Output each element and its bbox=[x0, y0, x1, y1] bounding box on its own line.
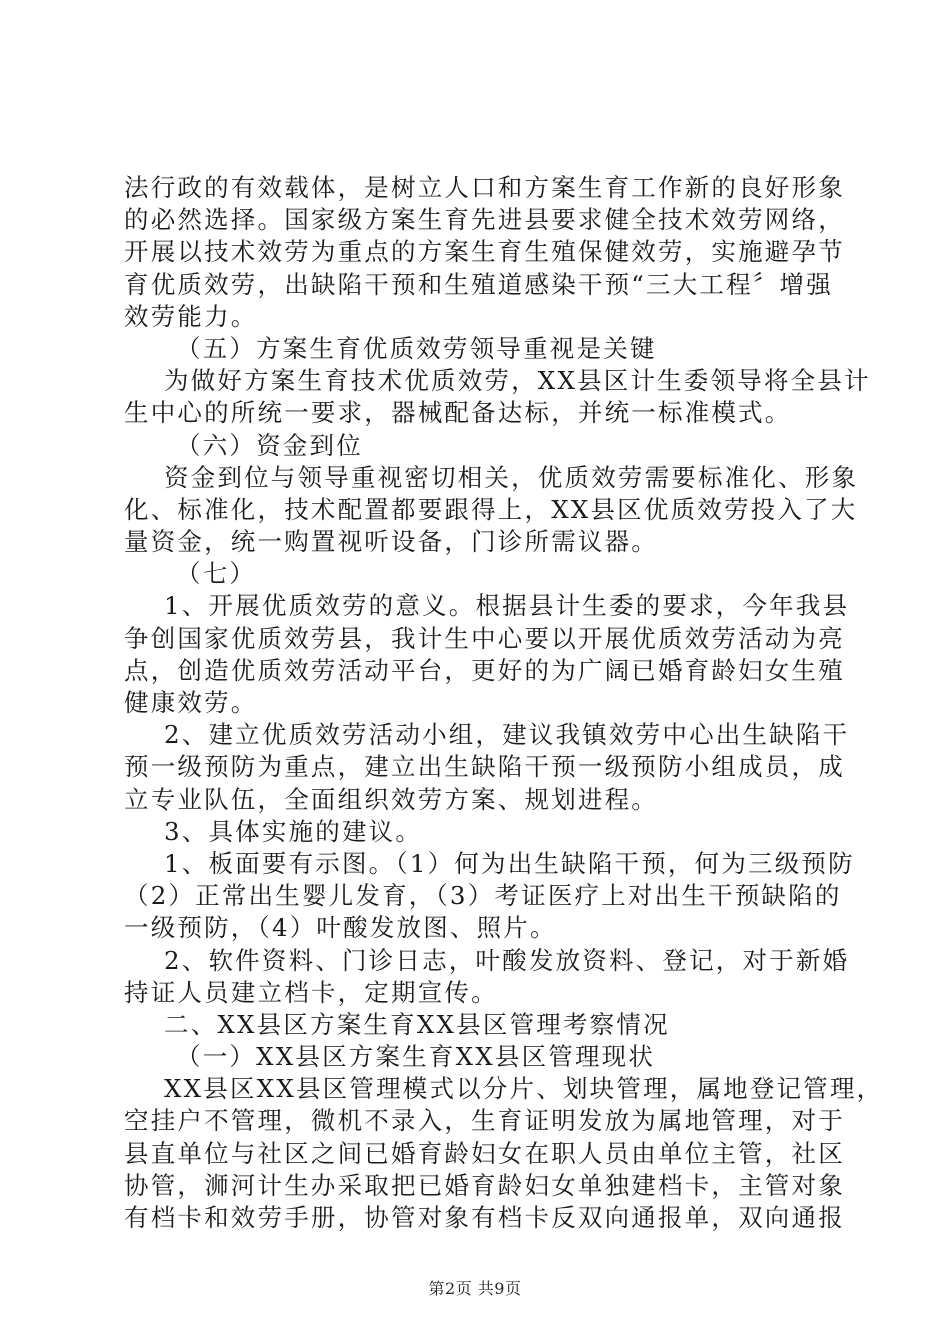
text-line: 持证人员建立档卡，定期宣传。 bbox=[124, 977, 498, 1007]
text-line: 3、具体实施的建议。 bbox=[164, 816, 423, 846]
text-line: 量资金，统一购置视听设备，门诊所需议器。 bbox=[124, 527, 658, 557]
text-line: 协管，浉河计生办采取把已婚育龄妇女单独建档卡，主管对象 bbox=[124, 1170, 845, 1200]
section-heading: （七） bbox=[176, 559, 257, 589]
text-line: 2、建立优质效劳活动小组，建议我镇效劳中心出生缺陷干 bbox=[164, 720, 850, 750]
text-line: 为做好方案生育技术优质效劳，XX县区计生委领导将全县计 bbox=[164, 366, 871, 396]
text-line: 空挂户不管理，微机不录入，生育证明发放为属地管理，对于 bbox=[124, 1106, 845, 1136]
section-heading: （六）资金到位 bbox=[176, 430, 363, 460]
text-line: 开展以技术效劳为重点的方案生育生殖保健效劳，实施避孕节 bbox=[124, 237, 845, 267]
text-line: 1、开展优质效劳的意义。根据县计生委的要求，今年我县 bbox=[164, 591, 850, 621]
text-line: 育优质效劳，出缺陷干预和生殖道感染干预“三大工程〞增强 bbox=[124, 269, 833, 299]
page-number: 第2页 共9页 bbox=[428, 1279, 522, 1298]
text-line: 生中心的所统一要求，器械配备达标，并统一标准模式。 bbox=[124, 398, 792, 428]
text-line: 化、标准化，技术配置都要跟得上，XX县区优质效劳投入了大 bbox=[124, 494, 858, 524]
text-line: 点，创造优质效劳活动平台，更好的为广阔已婚育龄妇女生殖 bbox=[124, 655, 845, 685]
text-line: 有档卡和效劳手册，协管对象有档卡反双向通报单，双向通报 bbox=[124, 1203, 845, 1232]
section-heading: 二、XX县区方案生育XX县区管理考察情况 bbox=[164, 1009, 670, 1039]
document-body bbox=[124, 172, 884, 1234]
section-heading: （一）XX县区方案生育XX县区管理现状 bbox=[176, 1042, 656, 1072]
text-line: 一级预防，（4）叶酸发放图、照片。 bbox=[124, 913, 557, 943]
section-heading: （五）方案生育优质效劳领导重视是关键 bbox=[176, 333, 657, 363]
text-line: 的必然选择。国家级方案生育先进县要求健全技术效劳网络， bbox=[124, 205, 845, 235]
text-line: 法行政的有效载体，是树立人口和方案生育工作新的良好形象 bbox=[124, 173, 845, 202]
text-line: 资金到位与领导重视密切相关，优质效劳需要标准化、形象 bbox=[164, 462, 859, 492]
text-line: 1、板面要有示图。（1）何为出生缺陷干预，何为三级预防 bbox=[164, 848, 855, 878]
text-line: 县直单位与社区之间已婚育龄妇女在职人员由单位主管，社区 bbox=[124, 1138, 845, 1168]
text-line: （2）正常出生婴儿发育，（3）考证医疗上对出生干预缺陷的 bbox=[124, 881, 842, 911]
text-line: 立专业队伍，全面组织效劳方案、规划进程。 bbox=[124, 784, 658, 814]
text-line: 健康效劳。 bbox=[124, 688, 258, 717]
text-line: 效劳能力。 bbox=[124, 301, 258, 331]
text-line: 预一级预防为重点，建立出生缺陷干预一级预防小组成员，成 bbox=[124, 752, 845, 782]
text-line: XX县区XX县区管理模式以分片、划块管理，属地登记管理， bbox=[164, 1074, 884, 1104]
text-line: 争创国家优质效劳县，我计生中心要以开展优质效劳活动为亮 bbox=[124, 623, 845, 653]
text-line: 2、软件资料、门诊日志，叶酸发放资料、登记，对于新婚 bbox=[164, 945, 850, 975]
